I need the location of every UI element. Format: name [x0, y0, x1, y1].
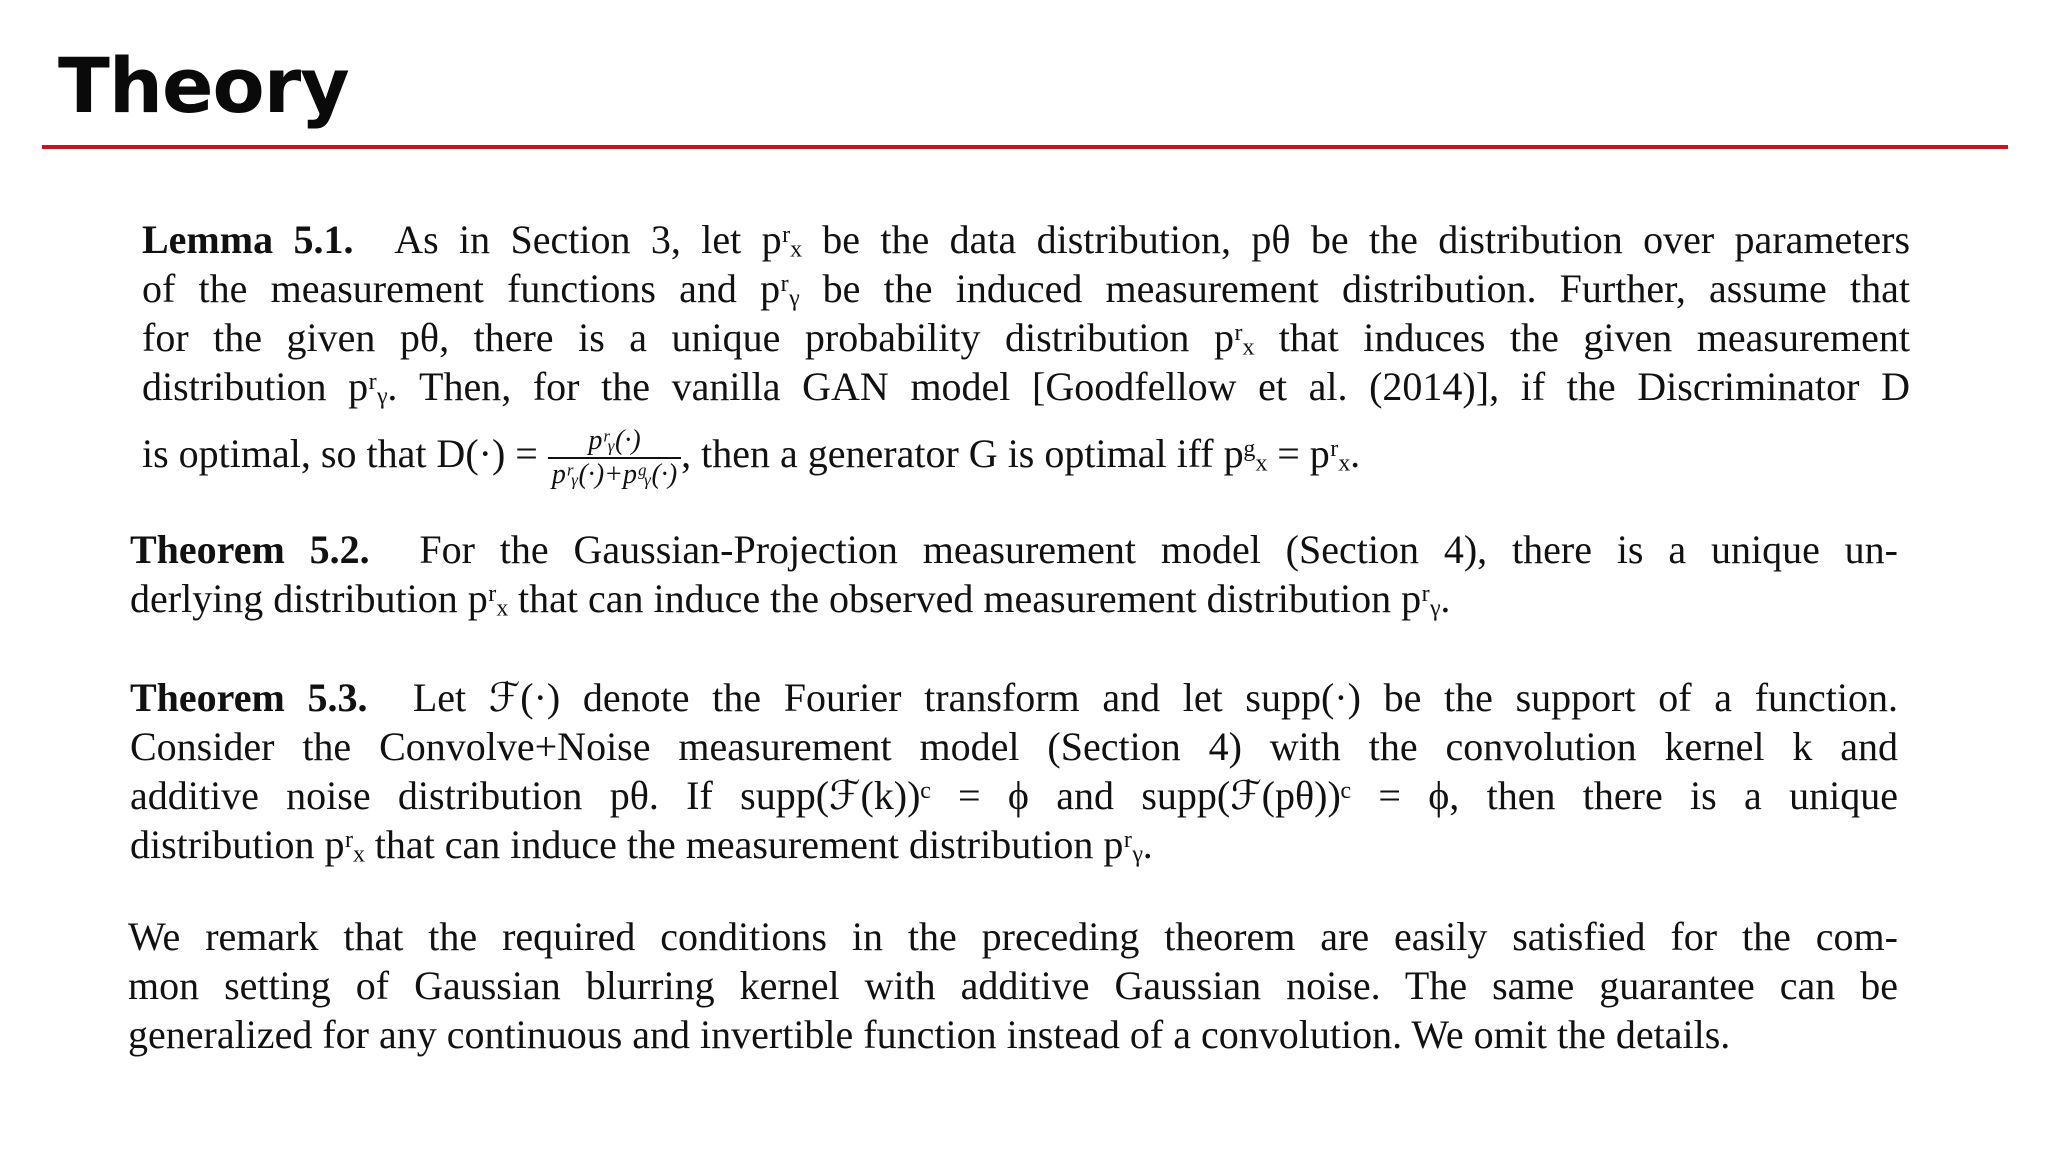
thm52-text-1: For the Gaussian-Projection measurement model (Section 4), there is a unique un- — [419, 527, 1899, 572]
discriminator-fraction — [548, 425, 681, 491]
slide-title: Theory — [58, 41, 349, 130]
thm53-text-1: Let ℱ(·) denote the Fourier transform and let supp(·) be the support of a function. — [412, 675, 1899, 720]
thm52-line-2: derlying distribution pʳₓ that can induce the observed measurement distribution pʳᵧ. — [130, 576, 1451, 621]
fraction-denominator: pʳᵧ(·)+pᵍᵧ(·) — [551, 459, 678, 490]
theorem-5-3 — [130, 673, 1898, 869]
thm53-line-1 — [130, 673, 1898, 722]
thm52-line-1 — [130, 525, 1898, 574]
lemma-5-1 — [142, 215, 1910, 491]
lemma-line-2: of the measurement functions and pʳᵧ be the induced measurement distribution. Further, assume that — [142, 266, 1910, 311]
thm53-label: Theorem 5.3. — [130, 675, 368, 720]
fraction-numerator: pʳᵧ(·) — [548, 425, 681, 459]
thm53-line-2: Consider the Convolve+Noise measurement model (Section 4) with the convolution kernel k and — [130, 724, 1898, 769]
lemma-line-3: for the given pθ, there is a unique probability distribution pʳₓ that induces the given measurement — [142, 315, 1910, 360]
title-divider — [42, 145, 2008, 149]
lemma-text-1: As in Section 3, let pʳₓ be the data distribution, pθ be the distribution over parameters — [394, 217, 1911, 262]
lemma-line-1 — [142, 215, 1910, 264]
lemma-equation-line — [142, 425, 1910, 491]
lemma-eq-prefix: is optimal, so that D(·) = — [142, 431, 548, 477]
lemma-eq-suffix: , then a generator G is optimal iff pᵍₓ = pʳₓ. — [681, 431, 1361, 477]
remark-line-1: We remark that the required conditions in the preceding theorem are easily satisfied for the com- — [128, 914, 1898, 959]
thm53-line-3: additive noise distribution pθ. If supp(ℱ(k))ᶜ = ϕ and supp(ℱ(pθ))ᶜ = ϕ, then there is a unique — [130, 773, 1898, 818]
lemma-line-4: distribution pʳᵧ. Then, for the vanilla GAN model [Goodfellow et al. (2014)], if the Discriminator D — [142, 364, 1910, 409]
remark-line-3: generalized for any continuous and invertible function instead of a convolution. We omit the details. — [128, 1012, 1731, 1057]
remark-paragraph — [128, 912, 1898, 1059]
thm53-line-4: distribution pʳₓ that can induce the measurement distribution pʳᵧ. — [130, 822, 1153, 867]
lemma-label: Lemma 5.1. — [142, 217, 354, 262]
theorem-5-2 — [130, 525, 1898, 623]
thm52-label: Theorem 5.2. — [130, 527, 370, 572]
remark-line-2: mon setting of Gaussian blurring kernel with additive Gaussian noise. The same guarantee can be — [128, 963, 1898, 1008]
